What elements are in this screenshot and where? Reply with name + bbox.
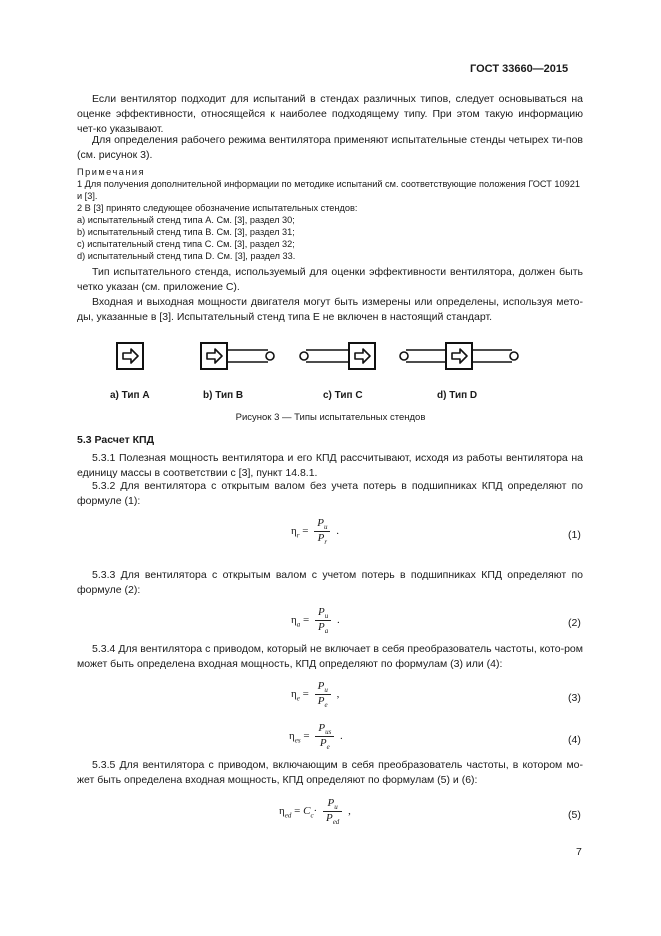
note-item-d: d) испытательный стенд типа D. См. [3], раздел 33. xyxy=(77,251,296,261)
clause-5-3-4: 5.3.4 Для вентилятора с приводом, который не включает в себя преобразователь частоты, кото-ром может быть определена входная мощность, КПД определяют по формулам (3) или (4): xyxy=(77,643,583,671)
notes-heading: Примечания xyxy=(77,167,146,177)
rig-type-d-diagram xyxy=(400,343,518,369)
intro-paragraph-1: Если вентилятор подходит для испытаний в стендах различных типов, следует основываться на оценке эффективности, относящейся к наиболее подходящему типу. При этом такую информацию чет-ко указывают. xyxy=(77,93,583,136)
body-paragraph-3: Тип испытательного стенда, используемый для оценки эффективности вентилятора, должен быть четко указан (см. приложение С). xyxy=(77,266,583,294)
note-item-a: a) испытательный стенд типа А. См. [3], раздел 30; xyxy=(77,215,295,225)
note-item-b: b) испытательный стенд типа В. См. [3], раздел 31; xyxy=(77,227,295,237)
rig-type-c-diagram xyxy=(300,343,375,369)
formula-3: $\eta_e$ = $\frac{P_u}{P_e}$ , xyxy=(291,680,340,710)
rig-type-b-diagram xyxy=(201,343,274,369)
equation-number-3: (3) xyxy=(568,692,581,704)
note-item-c: c) испытательный стенд типа С. См. [3], раздел 32; xyxy=(77,239,295,249)
rig-label-b: b) Тип В xyxy=(203,390,244,401)
clause-5-3-3: 5.3.3 Для вентилятора с открытым валом с учетом потерь в подшипниках КПД определяют по формуле (2): xyxy=(77,569,583,597)
equation-number-4: (4) xyxy=(568,734,581,746)
rig-type-a-diagram xyxy=(117,343,143,369)
note-2: 2 В [3] принято следующее обозначение испытательных стендов: xyxy=(77,203,358,213)
equation-number-5: (5) xyxy=(568,809,581,821)
formula-4: $\eta_{es}$ = $\frac{P_{us}}{P_e}$ . xyxy=(289,722,343,752)
page-number: 7 xyxy=(576,846,582,858)
formula-5: $\eta_{ed} = C_c\cdot$ $\frac{P_u}{P_{ed}}$ , xyxy=(279,797,351,827)
document-code: ГОСТ 33660—2015 xyxy=(470,63,569,75)
intro-paragraph-2: Для определения рабочего режима вентилятора применяют испытательные стенды четырех ти-пов (см. рисунок 3). xyxy=(77,134,583,162)
rig-label-c: c) Тип С xyxy=(323,390,363,401)
equation-number-2: (2) xyxy=(568,617,581,629)
clause-5-3-1: 5.3.1 Полезная мощность вентилятора и его КПД рассчитывают, исходя из работы вентилятора на единицу массы в соответствии с [3], пункт 14.8.1. xyxy=(77,452,583,480)
rig-label-a: а) Тип А xyxy=(110,390,150,401)
note-1: 1 Для получения дополнительной информации по методике испытаний см. соответствующие положения ГОСТ 10921 и [3]. xyxy=(77,179,580,202)
rig-label-d: d) Тип D xyxy=(437,390,478,401)
test-rig-figure xyxy=(0,330,661,390)
formula-1: $\eta_r$ = $\frac{P_u}{P_r}$ . xyxy=(291,517,339,547)
clause-5-3-5: 5.3.5 Для вентилятора с приводом, включающим в себя преобразователь частоты, в котором мо-жет быть определена входная мощность, КПД определяют по формулам (5) и (6): xyxy=(77,759,583,787)
formula-2: $\eta_a$ = $\frac{P_u}{P_a}$ . xyxy=(291,606,340,636)
equation-number-1: (1) xyxy=(568,529,581,541)
figure-caption: Рисунок 3 — Типы испытательных стендов xyxy=(235,412,426,423)
section-title: 5.3 Расчет КПД xyxy=(77,434,155,446)
clause-5-3-2: 5.3.2 Для вентилятора с открытым валом без учета потерь в подшипниках КПД определяют по формуле (1): xyxy=(77,480,583,508)
body-paragraph-4: Входная и выходная мощности двигателя могут быть измерены или определены, используя мето-ды, указанные в [3]. Испытательный стенд типа Е не включен в настоящий стандарт. xyxy=(77,296,583,324)
